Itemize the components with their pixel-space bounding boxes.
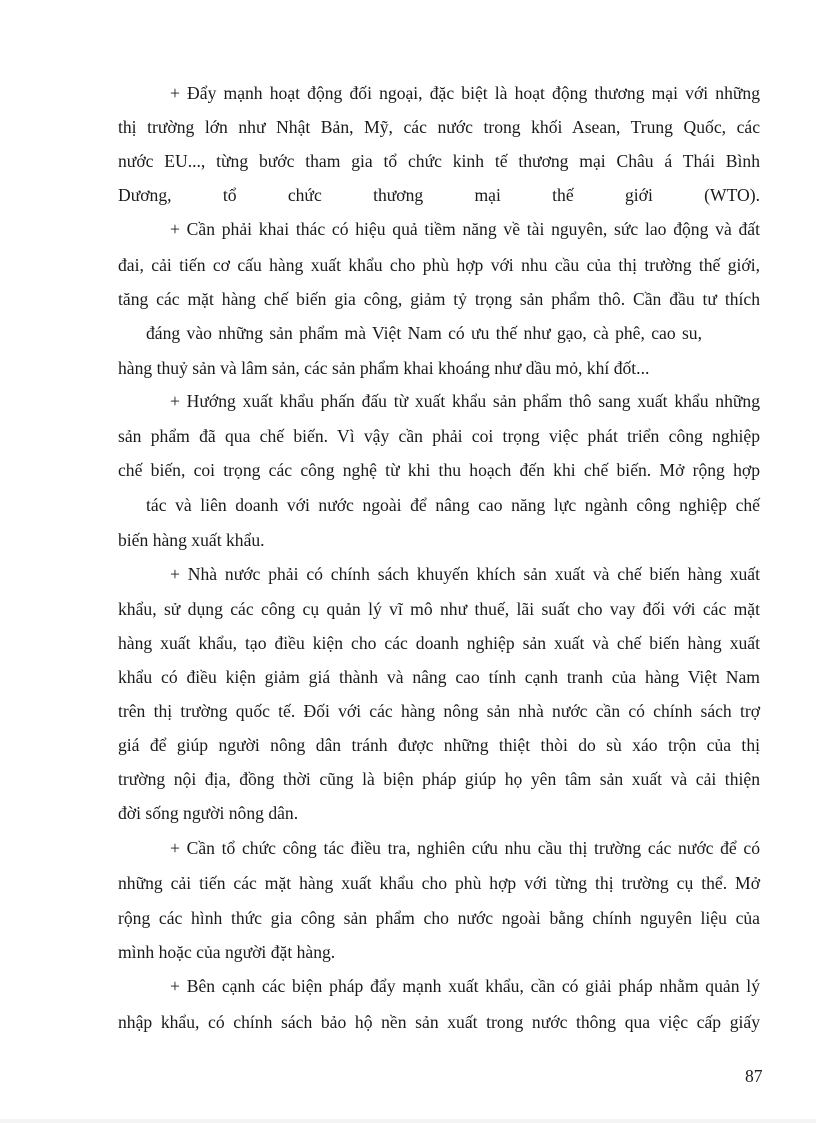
- text-line: mình hoặc của người đặt hàng.: [118, 942, 336, 962]
- text-line: trên thị trường quốc tế. Đối với các hàng nông sản nhà nước cần có chính sách trợ: [118, 701, 760, 721]
- text-line: Dương, tổ chức thương mại thế giới (WTO).: [118, 185, 760, 205]
- text-line: hàng xuất khẩu, tạo điều kiện cho các doanh nghiệp sản xuất và chế biến hàng xuất: [118, 633, 760, 653]
- text-line: + Đẩy mạnh hoạt động đối ngoại, đặc biệt là hoạt động thương mại với những: [170, 83, 760, 103]
- page-number: 87: [745, 1066, 763, 1086]
- text-line: biến hàng xuất khẩu.: [118, 530, 265, 550]
- text-line: đáng vào những sản phẩm mà Việt Nam có ưu thế như gạo, cà phê, cao su,: [146, 323, 702, 343]
- text-line: khẩu, sử dụng các công cụ quản lý vĩ mô như thuế, lãi suất cho vay đối với các mặt: [118, 599, 760, 619]
- text-line: + Cần phải khai thác có hiệu quả tiềm năng về tài nguyên, sức lao động và đất: [170, 219, 760, 239]
- text-line: + Hướng xuất khẩu phấn đấu từ xuất khẩu sản phẩm thô sang xuất khẩu những: [170, 391, 760, 411]
- page-bottom-edge: [0, 1119, 816, 1123]
- text-line: nước EU..., từng bước tham gia tổ chức kinh tế thương mại Châu á Thái Bình: [118, 151, 760, 171]
- text-line: + Cần tổ chức công tác điều tra, nghiên cứu nhu cầu thị trường các nước để có: [170, 838, 760, 858]
- text-line: tăng các mặt hàng chế biến gia công, giảm tỷ trọng sản phẩm thô. Cần đầu tư thích: [118, 289, 760, 309]
- text-line: hàng thuỷ sản và lâm sản, các sản phẩm khai khoáng như dầu mỏ, khí đốt...: [118, 358, 650, 378]
- text-line: giá để giúp người nông dân tránh được những thiệt thòi do sù xáo trộn của thị: [118, 735, 760, 755]
- text-line: đai, cải tiến cơ cấu hàng xuất khẩu cho phù hợp với nhu cầu của thị trường thế giới,: [118, 255, 760, 275]
- text-line: trường nội địa, đồng thời cũng là biện pháp giúp họ yên tâm sản xuất và cải thiện: [118, 769, 760, 789]
- text-line: đời sống người nông dân.: [118, 803, 299, 823]
- text-line: thị trường lớn như Nhật Bản, Mỹ, các nước trong khối Asean, Trung Quốc, các: [118, 117, 760, 137]
- text-line: sản phẩm đã qua chế biến. Vì vậy cần phải coi trọng việc phát triển công nghiệp: [118, 426, 760, 446]
- text-line: những cải tiến các mặt hàng xuất khẩu cho phù hợp với từng thị trường cụ thể. Mở: [118, 873, 760, 893]
- text-line: + Bên cạnh các biện pháp đẩy mạnh xuất khẩu, cần có giải pháp nhằm quản lý: [170, 976, 760, 996]
- text-line: + Nhà nước phải có chính sách khuyến khích sản xuất và chế biến hàng xuất: [170, 564, 760, 584]
- text-line: rộng các hình thức gia công sản phẩm cho nước ngoài bằng chính nguyên liệu của: [118, 908, 760, 928]
- text-line: khẩu có điều kiện giảm giá thành và nâng cao tính cạnh tranh của hàng Việt Nam: [118, 667, 760, 687]
- text-line: tác và liên doanh với nước ngoài để nâng cao năng lực ngành công nghiệp chế: [146, 495, 760, 515]
- text-line: nhập khẩu, có chính sách bảo hộ nền sản xuất trong nước thông qua việc cấp giấy: [118, 1012, 760, 1032]
- text-line: chế biến, coi trọng các công nghệ từ khi thu hoạch đến khi chế biến. Mở rộng hợp: [118, 460, 760, 480]
